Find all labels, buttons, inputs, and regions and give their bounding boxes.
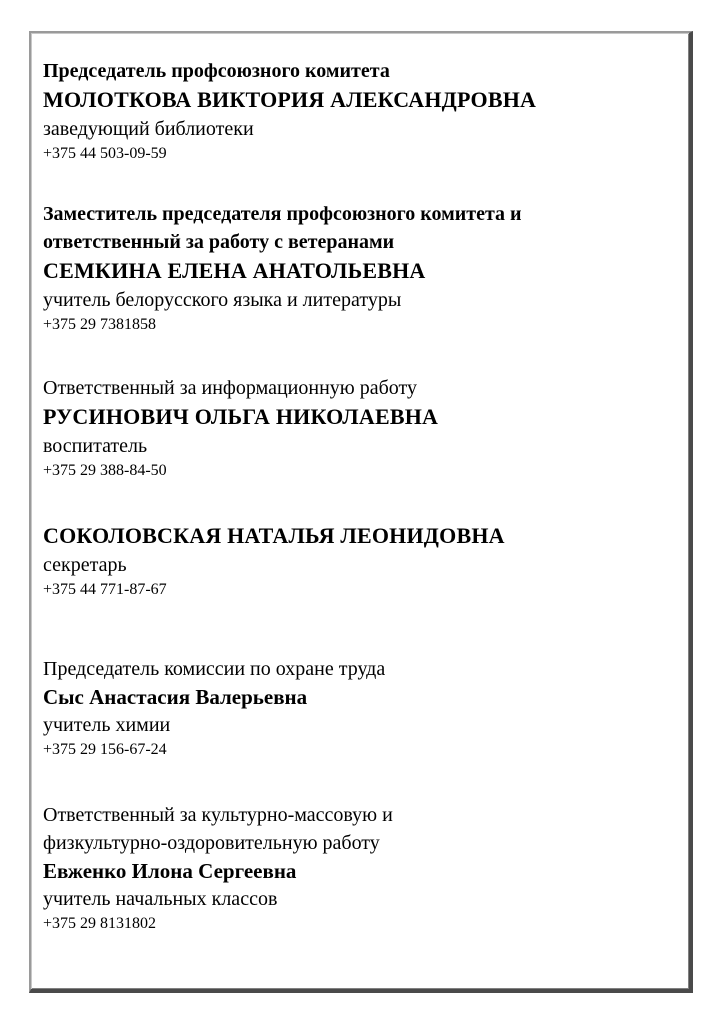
contact-information-work [43, 374, 683, 482]
contact-name: МОЛОТКОВА ВИКТОРИЯ АЛЕКСАНДРОВНА [43, 87, 537, 112]
contact-role: Председатель комиссии по охране труда [43, 658, 386, 680]
contact-name: Сыс Анастасия Валерьевна [43, 685, 308, 709]
contact-name: Евженко Илона Сергеевна [43, 859, 297, 883]
contact-position: секретарь [43, 554, 127, 576]
contact-position: заведующий библиотеки [43, 118, 254, 140]
contact-name: СОКОЛОВСКАЯ НАТАЛЬЯ ЛЕОНИДОВНА [43, 523, 505, 548]
contact-secretary [43, 521, 683, 601]
contact-chairman [43, 57, 683, 165]
contact-cultural-sports [43, 801, 683, 935]
contact-role: ответственный за работу с ветеранами [43, 231, 395, 253]
contact-position: воспитатель [43, 435, 148, 457]
contact-phone: +375 29 8131802 [43, 915, 157, 932]
contact-deputy-chairman [43, 200, 683, 336]
contact-position: учитель белорусского языка и литературы [43, 289, 402, 311]
contact-role: физкультурно-оздоровительную работу [43, 832, 380, 854]
contact-labor-safety [43, 655, 683, 761]
contact-phone: +375 29 7381858 [43, 316, 157, 333]
contact-position: учитель начальных классов [43, 888, 278, 910]
contact-phone: +375 29 156-67-24 [43, 741, 167, 758]
contact-phone: +375 44 771-87-67 [43, 581, 167, 598]
contacts-list [43, 57, 683, 935]
contact-phone: +375 29 388-84-50 [43, 462, 167, 479]
contact-name: СЕМКИНА ЕЛЕНА АНАТОЛЬЕВНА [43, 258, 426, 283]
contact-position: учитель химии [43, 714, 171, 736]
contact-name: РУСИНОВИЧ ОЛЬГА НИКОЛАЕВНА [43, 404, 439, 429]
contact-phone: +375 44 503-09-59 [43, 145, 167, 162]
contact-role: Ответственный за информационную работу [43, 377, 417, 399]
contact-role: Заместитель председателя профсоюзного комитета и [43, 203, 522, 225]
contact-role: Председатель профсоюзного комитета [43, 60, 390, 82]
contact-role: Ответственный за культурно-массовую и [43, 804, 393, 826]
